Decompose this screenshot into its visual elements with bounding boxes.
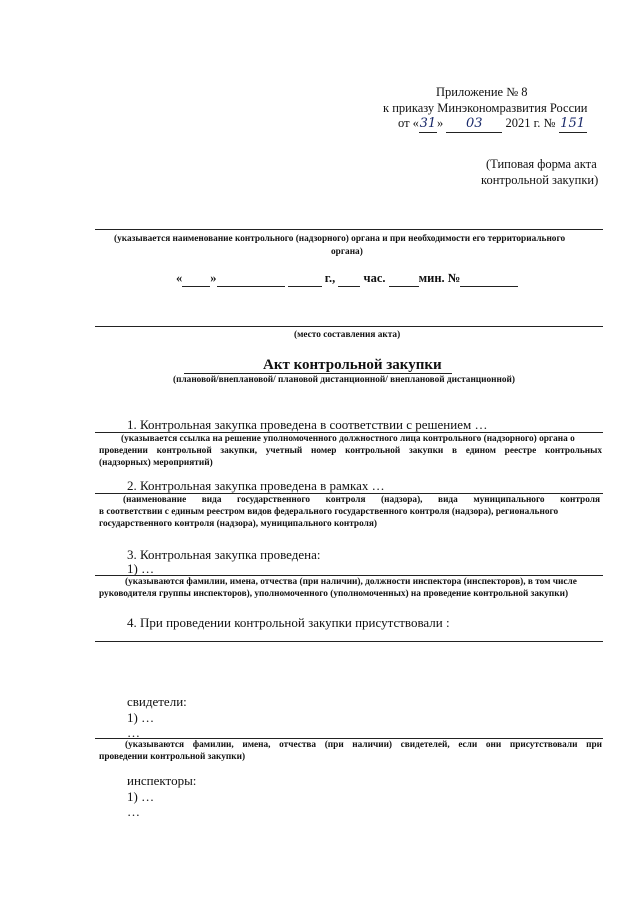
act-subtitle: (плановой/внеплановой/ плановой дистанционной/ внеплановой дистанционной) bbox=[173, 375, 515, 385]
date-mid: » bbox=[436, 116, 444, 130]
minutes-label: мин. № bbox=[418, 271, 461, 285]
section3-hint1: (указываются фамилии, имена, отчества (при наличии), должности инспектора (инспекторов), в том числе bbox=[125, 577, 577, 587]
witnesses-hint1: (указываются фамилии, имена, отчества (при наличии) свидетелей, если они присутствовали при bbox=[125, 740, 602, 750]
inspector-item: 1) … bbox=[127, 789, 155, 804]
order-reference: к приказу Минэкономразвития России bbox=[383, 101, 588, 115]
organ-name-line bbox=[95, 229, 603, 230]
act-title: Акт контрольной закупки bbox=[263, 357, 442, 373]
inspector-more: … bbox=[127, 804, 140, 819]
form-type-line2: контрольной закупки) bbox=[481, 173, 599, 187]
inspectors-label: инспекторы: bbox=[127, 773, 197, 788]
date-prefix: от « bbox=[398, 116, 419, 130]
order-number: 151 bbox=[560, 116, 585, 131]
witnesses-hint2: проведении контрольной закупки) bbox=[99, 752, 246, 762]
quote-open: « bbox=[176, 271, 183, 285]
date-day: 31 bbox=[419, 116, 437, 131]
section2-hint3: государственного контроля (надзора), муниципального контроля) bbox=[99, 519, 377, 529]
form-type-line1: (Типовая форма акта bbox=[486, 157, 597, 171]
section3-item: 1) … bbox=[127, 561, 155, 576]
quote-close: » bbox=[210, 271, 217, 285]
section4-line bbox=[95, 641, 603, 642]
section3-hint2: руководителя группы инспекторов), уполномоченного (уполномоченных) на проведение контрольной закупки) bbox=[99, 589, 569, 599]
order-date-line bbox=[398, 115, 587, 133]
date-time-line bbox=[176, 270, 518, 287]
place-hint: (место составления акта) bbox=[294, 330, 401, 340]
year-blank bbox=[288, 270, 322, 287]
year-suffix: г., bbox=[324, 271, 336, 285]
section3-heading: 3. Контрольная закупка проведена: bbox=[127, 547, 321, 562]
section1-hint1: (указывается ссылка на решение уполномоченного должностного лица контрольного (надзорного) органа о bbox=[121, 434, 575, 444]
section2-hint2: в соответствии с единым реестром видов федерального государственного контроля (надзора), регионального bbox=[99, 507, 559, 517]
month-blank bbox=[217, 270, 285, 287]
appendix-number: Приложение № 8 bbox=[436, 85, 528, 99]
witness-more: … bbox=[127, 725, 140, 740]
section2-heading: 2. Контрольная закупка проведена в рамках … bbox=[127, 478, 385, 493]
date-month: 03 bbox=[446, 116, 502, 133]
witnesses-label: свидетели: bbox=[127, 694, 187, 709]
hour-blank bbox=[338, 270, 360, 287]
organ-hint-line1: (указывается наименование контрольного (надзорного) органа и при необходимости его территориального bbox=[114, 234, 566, 244]
section1-hint2: проведении контрольной закупки, учетный номер контрольной закупки в едином реестре контрольных bbox=[99, 446, 602, 456]
section1-hint3: (надзорных) мероприятий) bbox=[99, 458, 213, 468]
minute-blank bbox=[389, 270, 419, 287]
organ-hint-line2: органа) bbox=[331, 247, 363, 257]
number-blank bbox=[460, 270, 518, 287]
section4-heading: 4. При проведении контрольной закупки присутствовали : bbox=[127, 615, 450, 630]
section1-heading: 1. Контрольная закупка проведена в соответствии с решением … bbox=[127, 417, 488, 432]
date-year: 2021 г. № bbox=[505, 116, 556, 130]
place-line bbox=[95, 326, 603, 327]
witness-item: 1) … bbox=[127, 710, 155, 725]
hours-label: час. bbox=[363, 271, 386, 285]
section2-hint1: (наименование вида государственного контроля (надзора), вида муниципального контроля bbox=[123, 495, 600, 505]
day-blank bbox=[182, 270, 210, 287]
